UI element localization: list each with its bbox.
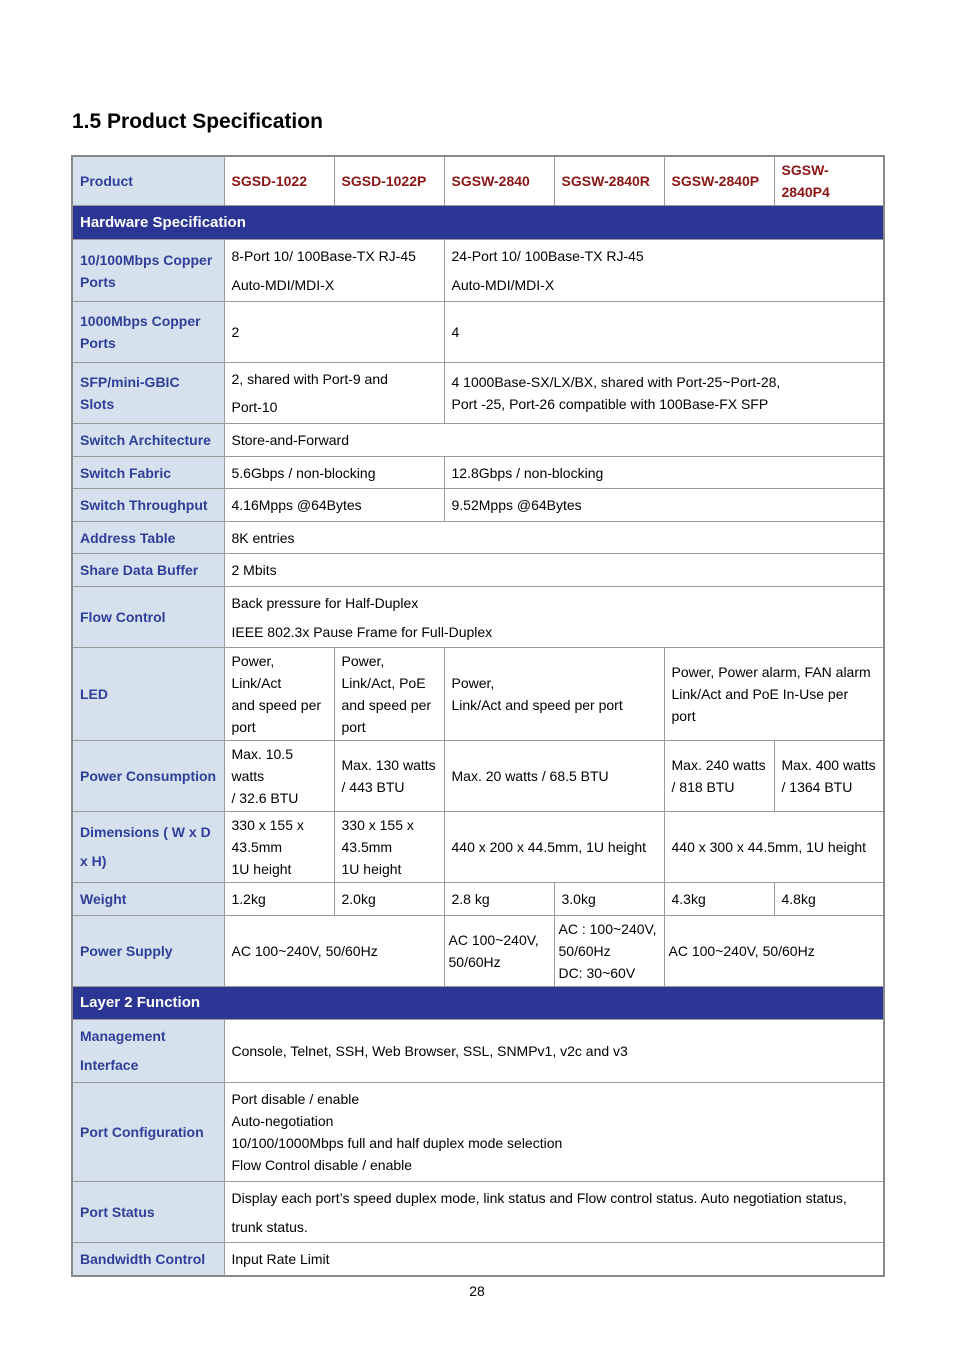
cell-line: 4 1000Base-SX/LX/BX, shared with Port-25~Port-28,	[451, 374, 781, 390]
row-label: Port Status	[72, 1182, 224, 1243]
value-cell: 12.8Gbps / non-blocking	[444, 457, 884, 489]
value-cell	[224, 648, 334, 741]
spec-table	[71, 155, 885, 1277]
cell-line: / 1364 BTU	[781, 779, 853, 795]
value-cell: 4	[444, 302, 884, 363]
spec-row-flow-control	[72, 587, 884, 648]
cell-line: Link/Act and speed per port	[451, 697, 623, 713]
cell-line: 8-Port 10/ 100Base-TX RJ-45	[231, 248, 416, 264]
cell-line: Port disable / enable	[231, 1091, 360, 1107]
value-cell: 2.8 kg	[444, 883, 554, 916]
cell-line: AC : 100~240V,	[558, 921, 657, 937]
page-title: 1.5 Product Specification	[72, 110, 323, 133]
section-header-hardware: Hardware Specification	[72, 206, 884, 240]
cell-line: Max. 10.5 watts	[231, 746, 293, 784]
spec-row-throughput	[72, 489, 884, 522]
row-label: Product	[72, 156, 224, 206]
value-cell	[664, 741, 774, 812]
row-label: Switch Throughput	[72, 489, 224, 522]
cell-line: Link/Act, PoE	[341, 675, 426, 691]
row-label: SFP/mini-GBIC Slots	[72, 363, 224, 424]
value-cell: 440 x 200 x 44.5mm, 1U height	[444, 812, 664, 883]
value-cell: 5.6Gbps / non-blocking	[224, 457, 444, 489]
value-cell	[224, 587, 884, 648]
cell-line: Back pressure for Half-Duplex	[231, 594, 419, 611]
row-label: Power Supply	[72, 916, 224, 987]
value-cell	[224, 363, 444, 424]
product-name: SGSW-2840	[444, 156, 554, 206]
value-cell	[554, 916, 664, 987]
product-name: SGSD-1022P	[334, 156, 444, 206]
value-cell	[664, 648, 884, 741]
value-cell	[444, 363, 884, 424]
spec-row-led	[72, 648, 884, 741]
product-name: SGSW-2840P	[664, 156, 774, 206]
spec-row-dimensions	[72, 812, 884, 883]
cell-line: and speed per	[341, 697, 432, 713]
row-label: Weight	[72, 883, 224, 916]
cell-line: Port-10	[231, 399, 278, 415]
cell-line: 43.5mm	[341, 839, 393, 855]
cell-line: trunk status.	[231, 1218, 308, 1235]
spec-row-power-supply	[72, 916, 884, 987]
value-cell	[334, 812, 444, 883]
cell-line: DC: 30~60V	[558, 965, 636, 981]
cell-line: 43.5mm	[231, 839, 283, 855]
spec-row-sfp	[72, 363, 884, 424]
cell-line: IEEE 802.3x Pause Frame for Full-Duplex	[231, 623, 493, 640]
cell-line: Power, Link/Act	[231, 653, 282, 691]
value-cell: AC 100~240V, 50/60Hz	[664, 916, 884, 987]
value-cell: 1.2kg	[224, 883, 334, 916]
value-cell	[224, 1083, 884, 1182]
cell-line: 50/60Hz	[448, 954, 501, 970]
spec-row-fabric	[72, 457, 884, 489]
row-label: Address Table	[72, 522, 224, 554]
value-cell	[444, 648, 664, 741]
value-cell	[334, 741, 444, 812]
spec-row-management	[72, 1020, 884, 1083]
value-cell	[224, 741, 334, 812]
value-cell	[774, 741, 884, 812]
cell-line: port	[341, 719, 366, 735]
cell-line: 330 x 155 x	[231, 817, 304, 833]
cell-line: 10/100/1000Mbps full and half duplex mode selection	[231, 1135, 563, 1151]
row-label: 1000Mbps Copper Ports	[72, 302, 224, 363]
cell-line: / 443 BTU	[341, 779, 405, 795]
cell-line: Port -25, Port-26 compatible with 100Base-FX SFP	[451, 396, 769, 412]
cell-line: port	[231, 719, 256, 735]
value-cell: Max. 20 watts / 68.5 BTU	[444, 741, 664, 812]
row-label: 10/100Mbps Copper Ports	[72, 240, 224, 302]
value-cell: Console, Telnet, SSH, Web Browser, SSL, SNMPv1, v2c and v3	[224, 1020, 884, 1083]
row-label: Dimensions ( W x D x H)	[72, 812, 224, 883]
cell-line: Auto-MDI/MDI-X	[231, 277, 335, 293]
spec-row-copper-ports	[72, 240, 884, 302]
cell-line: 24-Port 10/ 100Base-TX RJ-45	[451, 248, 644, 264]
value-cell	[334, 648, 444, 741]
value-cell: Input Rate Limit	[224, 1243, 884, 1276]
cell-line: Display each port’s speed duplex mode, link status and Flow control status. Auto negotiation status,	[231, 1189, 847, 1206]
value-cell	[224, 240, 444, 302]
cell-line: and speed per	[231, 697, 322, 713]
row-label: Switch Architecture	[72, 424, 224, 457]
value-cell: 440 x 300 x 44.5mm, 1U height	[664, 812, 884, 883]
value-cell: Store-and-Forward	[224, 424, 884, 457]
spec-row-address-table	[72, 522, 884, 554]
cell-line: Max. 240 watts	[671, 757, 766, 773]
cell-line: Max. 400 watts	[781, 757, 876, 773]
spec-row-weight	[72, 883, 884, 916]
cell-line: 1U height	[231, 861, 292, 877]
value-cell	[444, 916, 554, 987]
value-cell: 2	[224, 302, 444, 363]
spec-row-port-config	[72, 1083, 884, 1182]
cell-line: Power, Power alarm, FAN alarm	[671, 664, 871, 680]
cell-line: Auto-negotiation	[231, 1113, 334, 1129]
value-cell: 8K entries	[224, 522, 884, 554]
product-name: SGSW-2840P4	[774, 156, 884, 206]
product-name: SGSD-1022	[224, 156, 334, 206]
value-cell: 3.0kg	[554, 883, 664, 916]
spec-row-bandwidth	[72, 1243, 884, 1276]
spec-row-gig-ports	[72, 302, 884, 363]
value-cell	[444, 240, 884, 302]
cell-line: 1U height	[341, 861, 402, 877]
cell-line: 50/60Hz	[558, 943, 611, 959]
cell-line: Power,	[451, 675, 495, 691]
cell-line: / 32.6 BTU	[231, 790, 299, 806]
cell-line: Power,	[341, 653, 385, 669]
cell-line: Max. 130 watts	[341, 757, 436, 773]
cell-line: 330 x 155 x	[341, 817, 414, 833]
row-label: LED	[72, 648, 224, 741]
cell-line: Auto-MDI/MDI-X	[451, 277, 555, 293]
spec-row-buffer	[72, 554, 884, 587]
value-cell: 9.52Mpps @64Bytes	[444, 489, 884, 522]
row-label: Port Configuration	[72, 1083, 224, 1182]
product-name: SGSW-2840R	[554, 156, 664, 206]
spec-row-port-status	[72, 1182, 884, 1243]
page-number: 28	[469, 1283, 485, 1299]
row-label: Share Data Buffer	[72, 554, 224, 587]
row-label: Switch Fabric	[72, 457, 224, 489]
cell-line: AC 100~240V,	[448, 932, 539, 948]
cell-line: Link/Act and PoE In-Use per port	[671, 686, 849, 724]
product-row	[72, 156, 884, 206]
value-cell: 4.8kg	[774, 883, 884, 916]
value-cell: 2 Mbits	[224, 554, 884, 587]
cell-line: Flow Control disable / enable	[231, 1157, 413, 1173]
spec-row-power-consumption	[72, 741, 884, 812]
row-label: Power Consumption	[72, 741, 224, 812]
value-cell: AC 100~240V, 50/60Hz	[224, 916, 444, 987]
row-label: Bandwidth Control	[72, 1243, 224, 1276]
section-header-layer2: Layer 2 Function	[72, 987, 884, 1020]
value-cell: 4.3kg	[664, 883, 774, 916]
spec-row-architecture	[72, 424, 884, 457]
cell-line: 2, shared with Port-9 and	[231, 371, 388, 387]
value-cell	[224, 812, 334, 883]
value-cell: 2.0kg	[334, 883, 444, 916]
cell-line: / 818 BTU	[671, 779, 735, 795]
row-label: Management Interface	[72, 1020, 224, 1083]
row-label: Flow Control	[72, 587, 224, 648]
value-cell: 4.16Mpps @64Bytes	[224, 489, 444, 522]
value-cell	[224, 1182, 884, 1243]
